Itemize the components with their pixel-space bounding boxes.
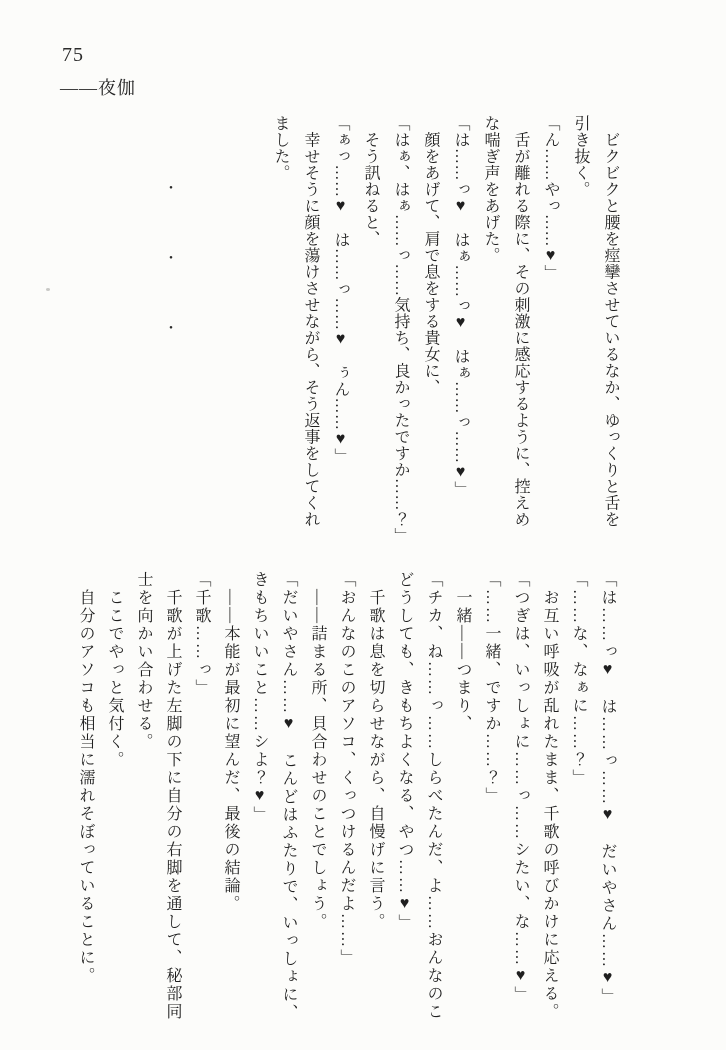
scene-break-dot-icon: ・ xyxy=(164,322,178,337)
text-line: 「つぎは、いっしょに……っ……シたい、な……♥」 xyxy=(512,571,529,1004)
text-line: な喘ぎ声をあげた。 xyxy=(482,115,499,264)
page-number: 75 xyxy=(62,44,84,66)
text-line: 幸せそうに顔を蕩けさせながら、そう返事をしてくれ xyxy=(302,115,319,528)
text-line: 千歌が上げた左脚の下に自分の右脚を通して、秘部同 xyxy=(164,571,181,1021)
chapter-header: ――夜伽 xyxy=(60,78,136,98)
text-line: 舌が離れる際に、その刺激に感応するように、控えめ xyxy=(512,115,529,528)
lower-text-block xyxy=(71,571,622,1035)
text-line: 一緒――つまり、 xyxy=(454,571,471,733)
text-line: ビクビクと腰を痙攣させているなか、ゆっくりと舌を xyxy=(602,115,619,528)
text-line: 千歌は息を切らせながら、自慢げに言う。 xyxy=(367,571,384,931)
text-line: 「おんなのこのアソコ、くっつけるんだよ……」 xyxy=(338,571,355,967)
scene-break-dots xyxy=(164,183,178,337)
upper-text-block xyxy=(265,115,625,551)
text-line: ました。 xyxy=(272,115,289,181)
text-line: ――本能が最初に望んだ、最後の結論。 xyxy=(222,571,239,913)
text-line: ――詰まる所、貝合わせのことでしょう。 xyxy=(309,571,326,931)
text-line: 「チカ、ね……っ……しらべたんだ、よ……おんなのこ xyxy=(425,571,442,1021)
text-line: きもちいいこと……シよ？♥」 xyxy=(251,571,268,824)
text-line: 「……一緒、ですか……？」 xyxy=(483,571,500,805)
text-line: 士を向かい合わせる。 xyxy=(135,571,152,751)
scene-break-dot-icon: ・ xyxy=(164,182,178,197)
scan-speck xyxy=(46,288,50,291)
text-line: そう訊ねると、 xyxy=(362,115,379,247)
scene-break-dot-icon: ・ xyxy=(164,252,178,267)
text-line: 「はぁ、はぁ……っ……気持ち、良かったですか……？」 xyxy=(392,115,409,544)
text-line: 自分のアソコも相当に濡れそぼっていることに。 xyxy=(77,571,94,985)
text-line: 「ん……やっ……♥」 xyxy=(542,115,559,281)
text-line: 引き抜く。 xyxy=(572,115,589,198)
text-line: 顔をあげて、肩で息をする貴女に、 xyxy=(422,115,439,396)
text-line: 「は……っ♥ は……っ……♥ だいやさん……♥」 xyxy=(599,571,616,1006)
text-line: お互い呼吸が乱れたまま、千歌の呼びかけに応える。 xyxy=(541,571,558,1021)
text-line: どうしても、きもちよくなる、やつ……♥」 xyxy=(396,571,413,932)
text-line: 「だいやさん……♥ こんどはふたりで、いっしょに、 xyxy=(280,571,297,1022)
text-line: ここでやっと気付く。 xyxy=(106,571,123,769)
text-line: 「……な、なぁに……？」 xyxy=(570,571,587,787)
text-line: 「は……っ♥ はぁ……っ♥ はぁ……っ……♥」 xyxy=(452,115,469,498)
text-line: 「千歌……っ」 xyxy=(193,571,210,697)
text-line: 「ぁっ……♥ は……っ……♥ ぅん……♥」 xyxy=(332,115,349,465)
